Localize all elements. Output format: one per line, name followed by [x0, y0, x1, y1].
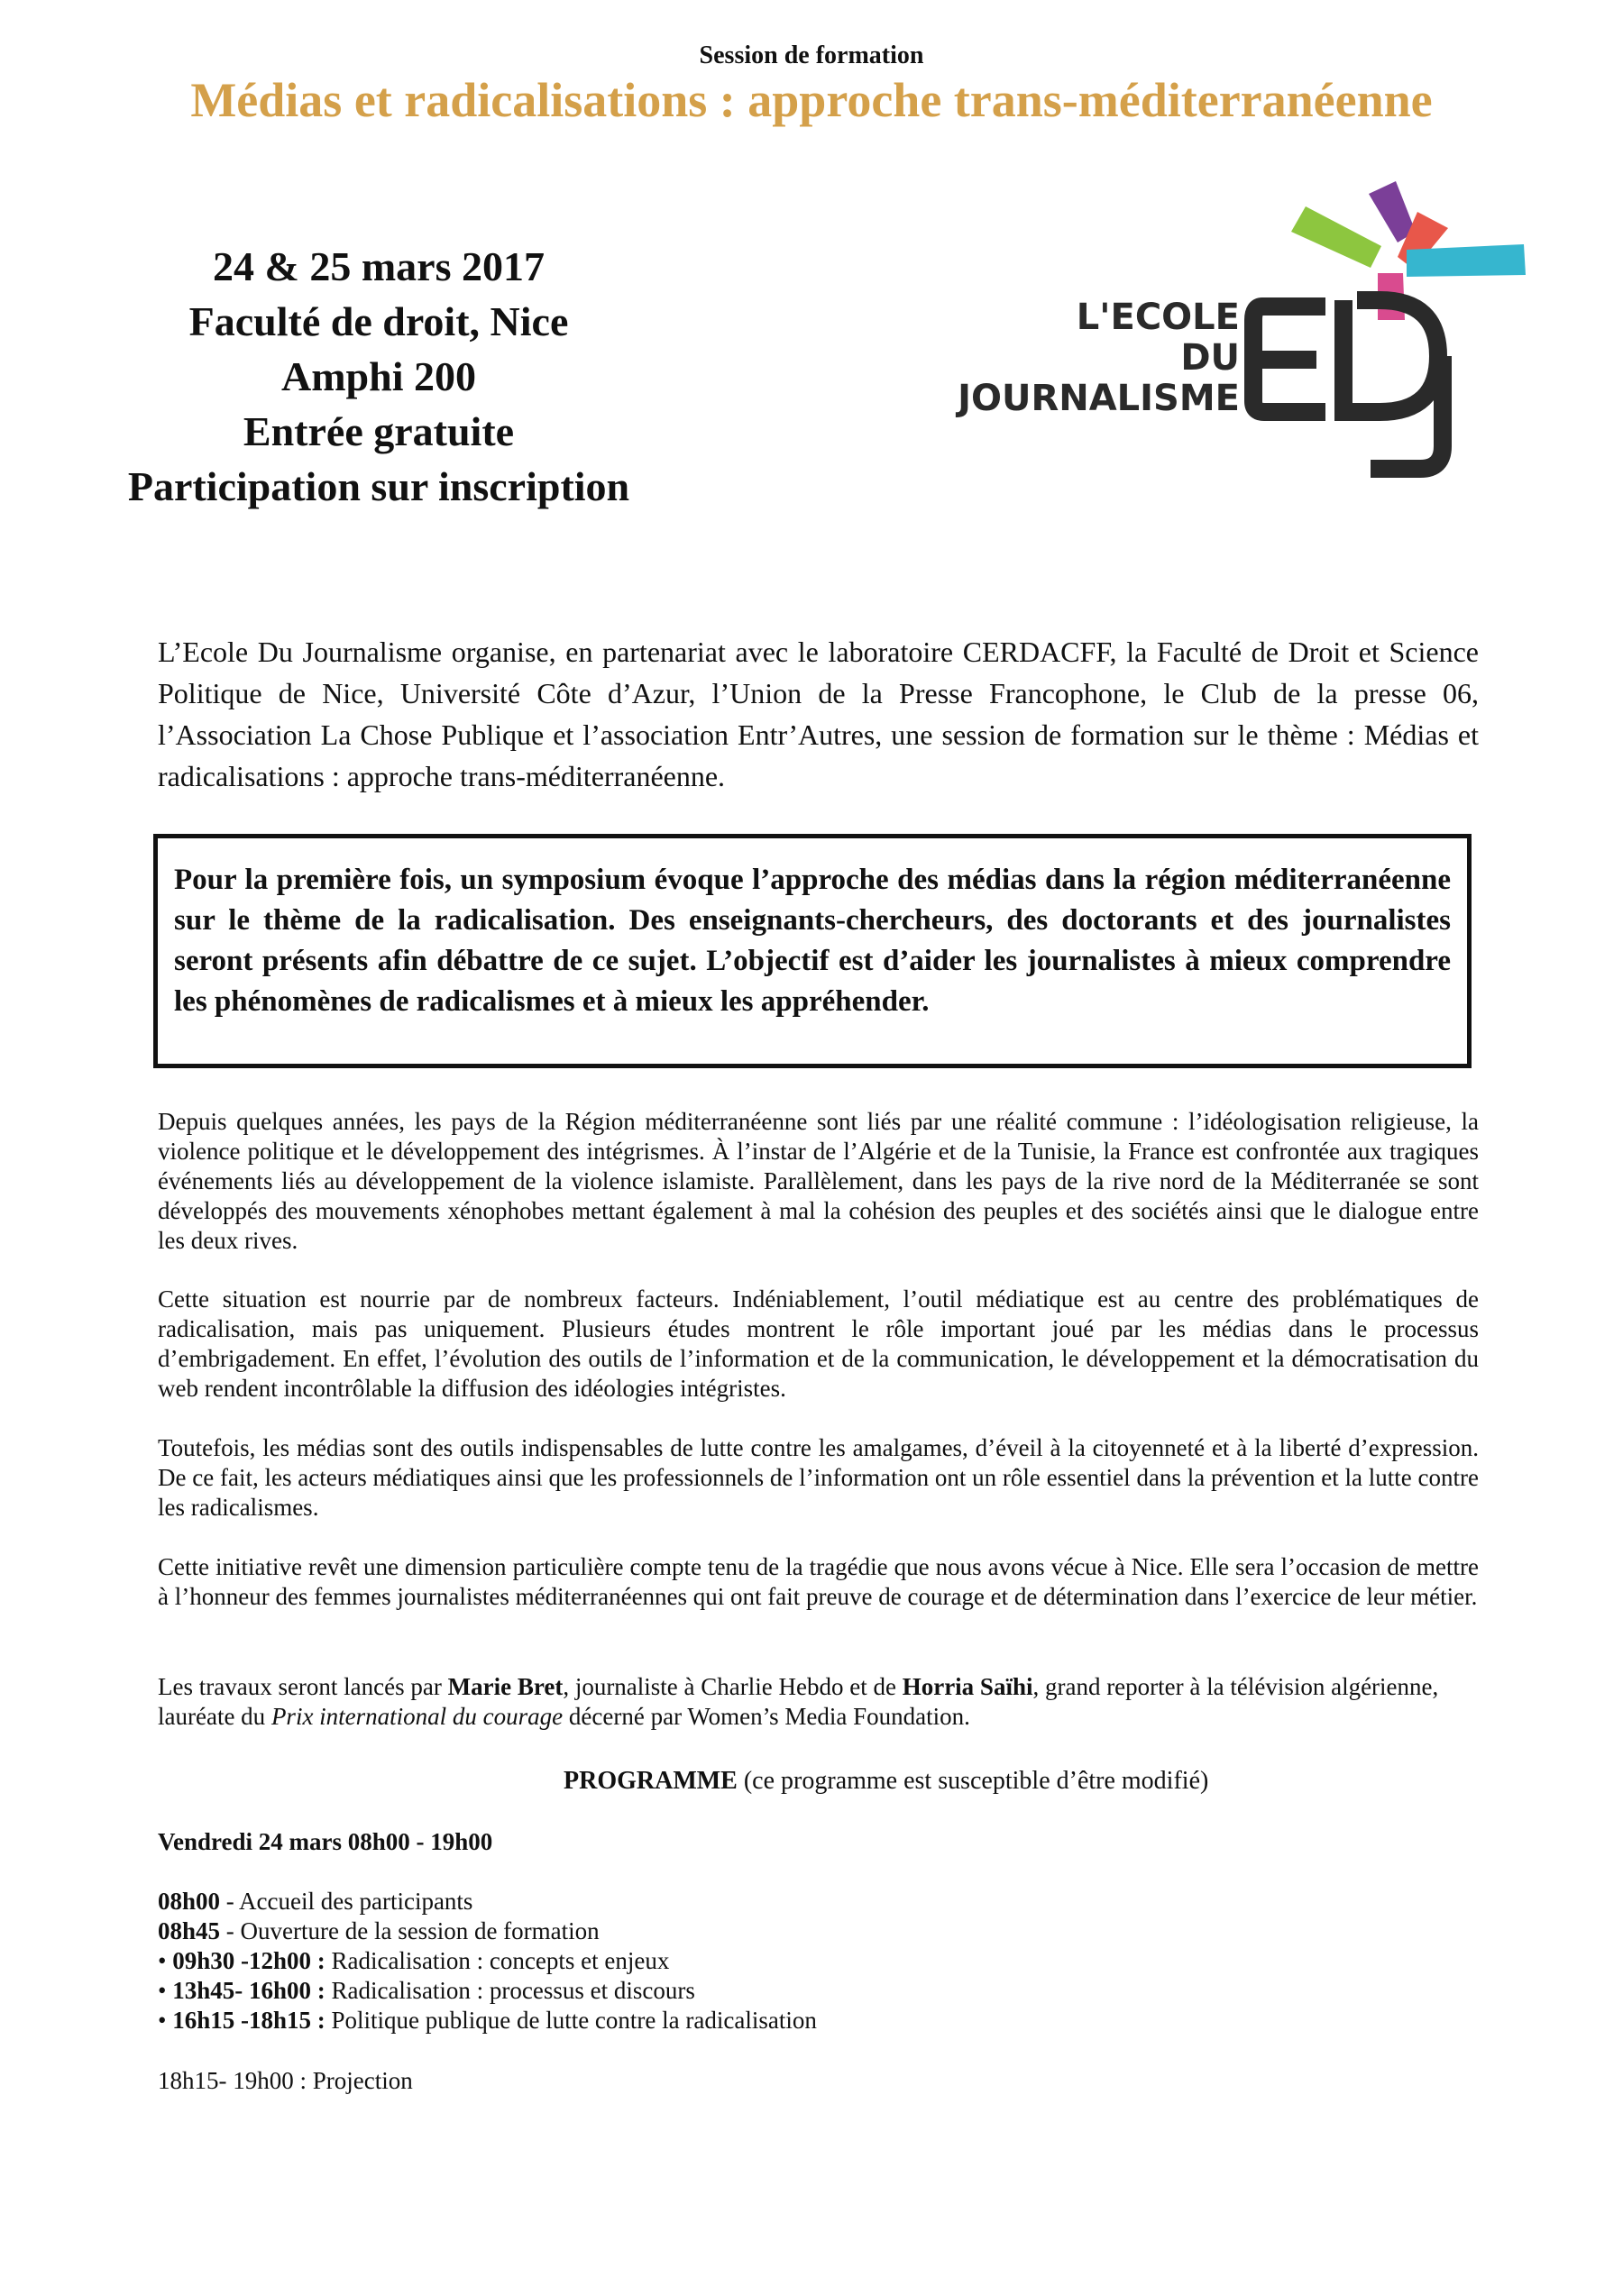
- page-title: Médias et radicalisations : approche trans-méditerranéenne: [190, 73, 1433, 127]
- event-registration: Participation sur inscription: [127, 463, 630, 509]
- speakers-paragraph: [158, 1672, 1479, 1732]
- item-text: Radicalisation : processus et discours: [325, 1977, 695, 2004]
- speakers-mid: , journaliste à Charlie Hebdo et de: [563, 1673, 903, 1700]
- event-entry: Entrée gratuite: [243, 408, 515, 454]
- item-text: Radicalisation : concepts et enjeux: [325, 1947, 670, 1974]
- programme-item: [158, 1976, 695, 2006]
- programme-item: [158, 2006, 817, 2035]
- programme-title: PROGRAMME: [564, 1767, 738, 1795]
- kicker: Session de formation: [699, 41, 924, 69]
- highlight-text: Pour la première fois, un symposium évoque l’approche des médias dans la région méditerranéenne sur le thème de la radicalisation. Des enseignants-chercheurs, des doctorants et des journalistes seront présents afin débattre de ce sujet. L’objectif est d’aider les journalistes à mieux comprendre les phénomènes de radicalismes et à mieux les appréhender.: [174, 864, 1451, 1018]
- item-text: - Ouverture de la session de formation: [220, 1917, 600, 1944]
- programme-item: [158, 1946, 669, 1976]
- body-paragraph-3: Toutefois, les médias sont des outils indispensables de lutte contre les amalgames, d’éveil à la citoyenneté et à la liberté d’expression. De ce fait, les acteurs médiatiques ainsi que les professionnels de l’information ont un rôle essentiel dans la prévention et la lutte contre les radicalismes.: [158, 1434, 1479, 1521]
- logo-line-3: JOURNALISME: [958, 378, 1240, 419]
- body-paragraph-2: Cette situation est nourrie par de nombreux facteurs. Indéniablement, l’outil médiatique est au centre des problématiques de radicalisation, mais pas uniquement. Plusieurs études montrent le rôle important joué par les médias dans le processus d’embrigadement. En effet, l’évolution des outils de l’information et de la communication, le développement et la démocratisation du web rendent incontrôlable la diffusion des idéologies intégristes.: [158, 1285, 1479, 1402]
- programme-day: [158, 1827, 492, 1857]
- body-paragraph-4: Cette initiative revêt une dimension particulière compte tenu de la tragédie que nous avons vécue à Nice. Elle sera l’occasion de mettre à l’honneur des femmes journalistes méditerranéennes qui ont fait preuve de courage et de détermination dans l’exercice de leur métier.: [158, 1553, 1479, 1610]
- programme-item: [158, 1916, 600, 1946]
- logo-mark-label: EDJ: [947, 176, 949, 177]
- event-date: 24 & 25 mars 2017: [213, 243, 545, 289]
- item-bullet: •: [158, 1977, 173, 2004]
- programme-heading: [564, 1767, 1208, 1796]
- speaker-name-2: Horria Saïhi: [902, 1673, 1033, 1700]
- logo-edj-mark: [1253, 300, 1443, 469]
- programme-day-label: Vendredi 24 mars 08h00 - 19h00: [158, 1828, 493, 1855]
- speakers-post: , grand reporter à la télévision algérienne, lauréate du: [158, 1673, 1439, 1730]
- logo-line-2: DU: [1180, 337, 1240, 379]
- item-time: 08h00: [158, 1888, 221, 1915]
- speakers-pre: Les travaux seront lancés par: [158, 1673, 448, 1700]
- programme-item: [158, 1887, 472, 1916]
- programme-closing: 18h15- 19h00 : Projection: [158, 2067, 413, 2094]
- item-time: 16h15 -18h15 :: [172, 2007, 326, 2034]
- programme-note: (ce programme est susceptible d’être modifié): [737, 1767, 1209, 1795]
- speakers-end: décerné par Women’s Media Foundation.: [563, 1703, 970, 1730]
- logo-line-1: L'ECOLE: [1076, 297, 1240, 338]
- event-venue: Faculté de droit, Nice: [188, 298, 569, 344]
- body-paragraph-1: Depuis quelques années, les pays de la Région méditerranéenne sont liés par une réalité commune : l’idéologisation religieuse, la violence politique et le développement des intégrismes. À l’instar de l’Algérie et de la Tunisie, la France est confrontée aux tragiques événements liés au développement de la violence islamiste. Parallèlement, dans les pays de la rive nord de la Méditerranée se sont développés des mouvements xénophobes mettant également à mal la cohésion des peuples et des sociétés ainsi que le dialogue entre les deux rives.: [158, 1108, 1479, 1254]
- item-time: 08h45: [158, 1917, 221, 1944]
- item-time: 13h45- 16h00 :: [172, 1977, 326, 2004]
- event-room: Amphi 200: [281, 353, 476, 399]
- event-details: [90, 239, 667, 514]
- speaker-name-1: Marie Bret: [447, 1673, 564, 1700]
- intro-paragraph: L’Ecole Du Journalisme organise, en partenariat avec le laboratoire CERDACFF, la Faculté de Droit et Science Politique de Nice, Université Côte d’Azur, l’Union de la Presse Francophone, le Club de la presse 06, l’Association La Chose Publique et l’association Entr’Autres, une session de formation sur le thème : Médias et radicalisations : approche trans-méditerranéenne.: [158, 636, 1479, 792]
- item-bullet: •: [158, 2007, 173, 2034]
- item-time: 09h30 -12h00 :: [172, 1947, 326, 1974]
- item-text: - Accueil des participants: [220, 1888, 473, 1915]
- item-text: Politique publique de lutte contre la radicalisation: [325, 2007, 817, 2034]
- edj-logo: [947, 176, 1533, 487]
- prize-name: Prix international du courage: [270, 1703, 564, 1730]
- item-bullet: •: [158, 1947, 173, 1974]
- highlight-box: [153, 834, 1472, 1068]
